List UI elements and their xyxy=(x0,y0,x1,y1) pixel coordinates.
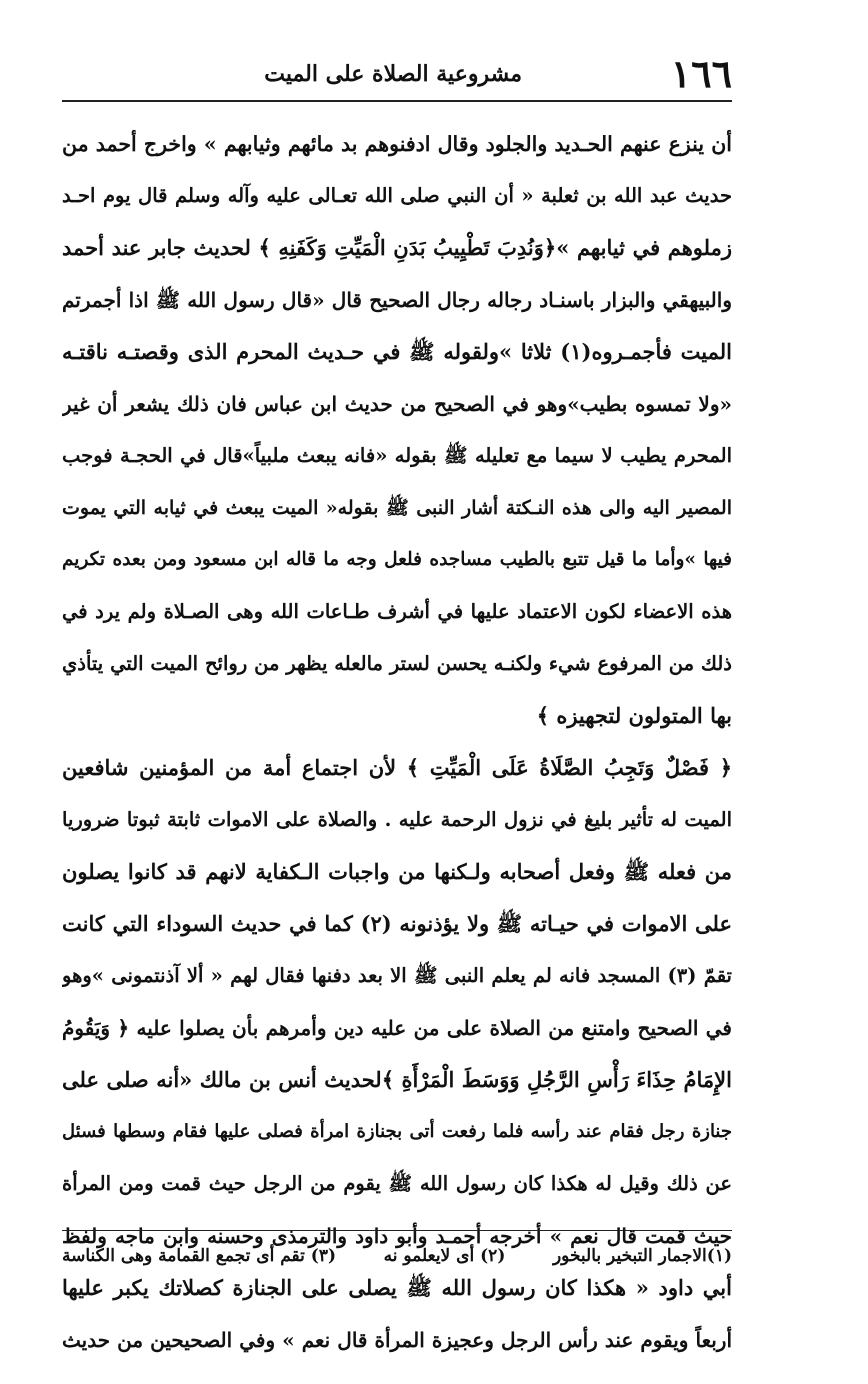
text-line: بها المتولون لتجهيزه ﴾ xyxy=(536,703,732,728)
header-rule xyxy=(62,100,732,102)
text-line: من فعله ﷺ وفعل أصحابه ولـكنها من واجبات الـكفاية لانهم قد كانوا يصلون xyxy=(62,859,732,884)
text-line: ذلك من المرفوع شيء ولكنـه يحسن لستر مالعله يظهر من روائح الميت التي يتأذي xyxy=(62,652,732,675)
text-line: جنازة رجل فقام عند رأسه فلما رفعت أتى بجنازة امرأة فصلى عليها فقام وسطها فسئل xyxy=(62,1121,732,1142)
page-number: ١٦٦ xyxy=(670,51,732,96)
page-header xyxy=(62,52,732,96)
text-line: «ولا تمسوه بطيب»وهو في الصحيح من حديث ابن عباس فان ذلك يشعر أن غير xyxy=(62,392,732,416)
text-line: أربعاً ويقوم عند رأس الرجل وعجيزة المرأة قال نعم » وفي الصحيحين من حديث xyxy=(62,1328,732,1352)
text-line: أن ينزع عنهم الحـديد والجلود وقال ادفنوهم بد مائهم وثيابهم » واخرج أحمد من xyxy=(62,132,732,156)
text-line: في الصحيح وامتنع من الصلاة على من عليه دين وأمرهم بأن يصلوا عليه ﴿ وَيَقُومُ xyxy=(62,1016,732,1040)
footnote-1: (١)الاجمار التبخير بالبخور xyxy=(552,1246,732,1266)
text-line: فيها »وأما ما قيل تتبع بالطيب مساجده فلعل وجه ما قاله ابن مسعود ومن بعده تكريم xyxy=(62,549,732,570)
text-line: الميت له تأثير بليغ في نزول الرحمة عليه . والصلاة على الاموات ثابتة ثبوتا ضروريا xyxy=(62,808,732,831)
text-line: على الاموات في حيـاته ﷺ ولا يؤذنونه (٢) كما في حديث السوداء التي كانت xyxy=(62,911,732,936)
text-line: والبيهقي والبزار باسنـاد رجاله رجال الصحيح قال «قال رسول الله ﷺ اذا أجمرتم xyxy=(62,288,732,312)
footnote-rule xyxy=(62,1230,732,1231)
body-text xyxy=(62,118,732,1366)
text-line: المصير اليه والى هذه النـكتة أشار النبى ﷺ بقوله« الميت يبعث في ثيابه التي يموت xyxy=(62,497,732,519)
running-title: مشروعية الصلاة على الميت xyxy=(264,61,522,87)
text-line: تقمّ (٣) المسجد فانه لم يعلم النبى ﷺ الا بعد دفنها فقال لهم « ألا آذنتمونى »وهو xyxy=(62,964,732,987)
text-line: عن ذلك وقيل له هكذا كان رسول الله ﷺ يقوم من الرجل حيث قمت ومن المرأة xyxy=(62,1172,732,1195)
text-line: الميت فأجمـروه(١) ثلاثا »ولقوله ﷺ في حـديث المحرم الذى وقصتـه ناقتـه xyxy=(62,339,732,364)
footnote-3: (٣) تقم أى تجمع القمامة وهى الكناسة xyxy=(62,1246,337,1266)
text-line: زملوهم في ثيابهم »﴿وَنُدِبَ تَطْيِيبُ بَدَنِ الْمَيِّتِ وَكَفَنِهِ ﴾ لحديث جابر عند أحمد xyxy=(62,235,732,260)
text-line: المحرم يطيب لا سيما مع تعليله ﷺ بقوله «فانه يبعث ملبياً»قال في الحجـة فوجب xyxy=(62,444,732,467)
text-line: حديث عبد الله بن ثعلبة « أن النبي صلى الله تعـالى عليه وآله وسلم قال يوم احـد xyxy=(62,184,732,207)
text-line: ﴿ فَصْلٌ وَتَجِبُ الصَّلَاةُ عَلَى الْمَيِّتِ ﴾ لأن اجتماع أمة من المؤمنين شافعين xyxy=(62,755,732,780)
text-line: هذه الاعضاء لكون الاعتماد عليها في أشرف طـاعات الله وهى الصـلاة ولم يرد في xyxy=(62,600,732,623)
footnote-2: (٢) أى لايعلمو نه xyxy=(383,1246,506,1266)
text-line: أبي داود « هكذا كان رسول الله ﷺ يصلى على الجنازة كصلاتك يكبر عليها xyxy=(62,1275,732,1300)
text-line: الإِمَامُ حِذَاءَ رَأْسِ الرَّجُلِ وَوَسَطَ الْمَرْأَةِ ﴾لحديث أنس بن مالك «أنه صلى على xyxy=(62,1067,732,1092)
text-line: حيث قمت قال نعم » أخرجه أحمـد وأبو داود والترمذى وحسنه وابن ماجه ولفظ xyxy=(62,1224,732,1248)
footnotes xyxy=(62,1236,732,1276)
